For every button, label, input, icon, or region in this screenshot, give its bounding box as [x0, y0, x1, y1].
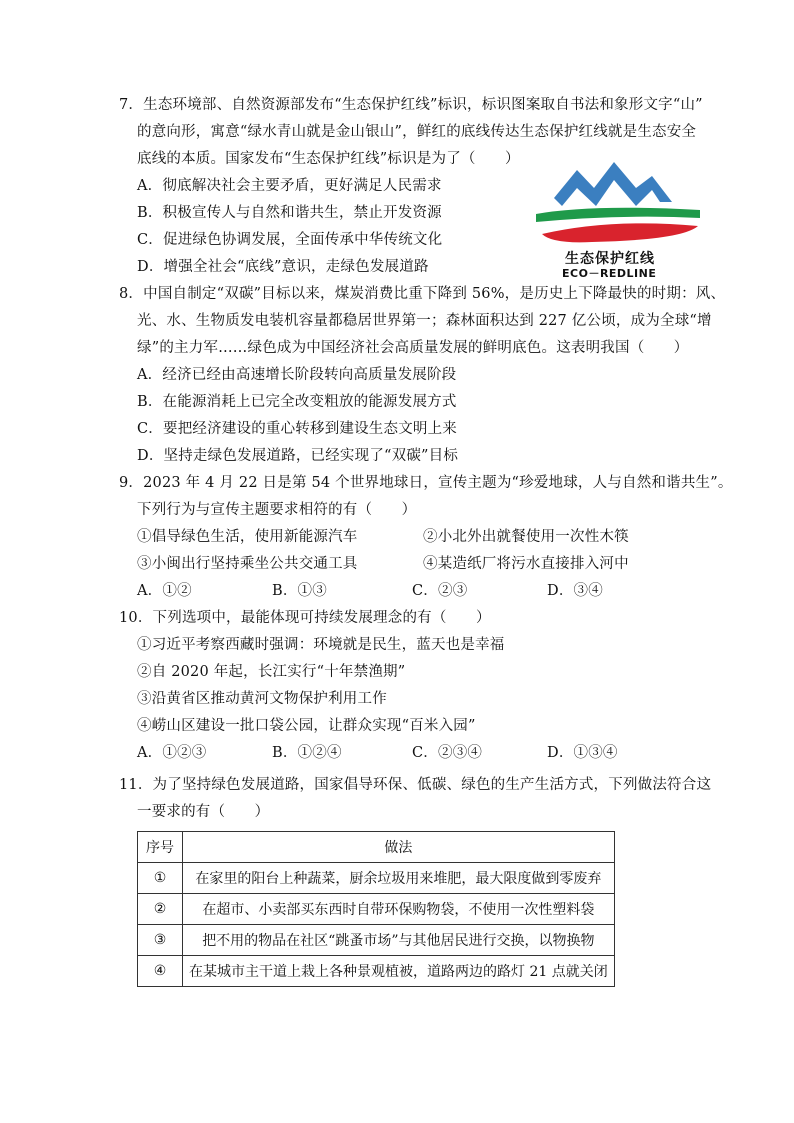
q11-line-2: 一要求的有（ ）	[137, 804, 270, 820]
q10-answer-a: A．①②③	[137, 745, 207, 761]
q7-line-1: 7．生态环境部、自然资源部发布“生态保护红线”标识，标识图案取自书法和象形文字“山”	[119, 97, 703, 113]
q8-option-a: A．经济已经由高速增长阶段转向高质量发展阶段	[137, 367, 457, 383]
q10-item-3: ③沿黄省区推动黄河文物保护利用工作	[137, 691, 387, 707]
q8-line-2: 光、水、生物质发电装机容量都稳居世界第一；森林面积达到 227 亿公顷，成为全球“增	[137, 313, 712, 329]
table-cell-practice: 在超市、小卖部买东西时自带环保购物袋，不使用一次性塑料袋	[183, 894, 615, 925]
table-row	[138, 956, 615, 987]
q10-answer-d: D．①③④	[547, 745, 618, 761]
q8-line-3: 绿”的主力军……绿色成为中国经济社会高质量发展的鲜明底色。这表明我国（ ）	[137, 340, 689, 356]
table-cell-practice: 在家里的阳台上种蔬菜，厨余垃圾用来堆肥，最大限度做到零废弃	[183, 863, 615, 894]
q9-item-2: ②小北外出就餐使用一次性木筷	[423, 529, 629, 545]
table-cell-index: ③	[138, 925, 183, 956]
q9-line-1: 9．2023 年 4 月 22 日是第 54 个世界地球日，宣传主题为“珍爱地球，人与自然和谐共生”。	[119, 475, 733, 491]
q7-line-2: 的意向形，寓意“绿水青山就是金山银山”，鲜红的底线传达生态保护红线就是生态安全	[137, 124, 697, 140]
q10-item-4: ④崂山区建设一批口袋公园，让群众实现“百米入园”	[137, 718, 476, 734]
table-cell-index: ④	[138, 956, 183, 987]
q9-item-4: ④某造纸厂将污水直接排入河中	[423, 556, 629, 572]
q10-answer-c: C．②③④	[412, 745, 483, 761]
q8-line-1: 8．中国自制定“双碳”目标以来，煤炭消费比重下降到 56%，是历史上下降最快的时期：风、	[119, 286, 726, 302]
table-header-cell: 序号	[138, 832, 183, 863]
table-row	[138, 894, 615, 925]
q10-line-1: 10．下列选项中，最能体现可持续发展理念的有（ ）	[119, 610, 491, 626]
table-header-cell: 做法	[183, 832, 615, 863]
table-cell-index: ②	[138, 894, 183, 925]
q9-answer-c: C．②③	[412, 583, 468, 599]
q11-line-1: 11．为了坚持绿色发展道路，国家倡导环保、低碳、绿色的生产生活方式，下列做法符合这	[119, 777, 712, 793]
q10-item-1: ①习近平考察西藏时强调：环境就是民生，蓝天也是幸福	[137, 637, 505, 653]
q8-option-c: C．要把经济建设的重心转移到建设生态文明上来	[137, 421, 457, 437]
practice-table	[137, 831, 615, 987]
q9-item-1: ①倡导绿色生活，使用新能源汽车	[137, 529, 358, 545]
q8-option-d: D．坚持走绿色发展道路，已经实现了“双碳”目标	[137, 448, 459, 464]
green-stroke	[536, 208, 700, 222]
q9-item-3: ③小闽出行坚持乘坐公共交通工具	[137, 556, 358, 572]
table-cell-practice: 把不用的物品在社区“跳蚤市场”与其他居民进行交换，以物换物	[183, 925, 615, 956]
q10-item-2: ②自 2020 年起，长江实行“十年禁渔期”	[137, 664, 406, 680]
q7-option-a: A．彻底解决社会主要矛盾，更好满足人民需求	[137, 178, 442, 194]
q10-answer-b: B．①②④	[272, 745, 342, 761]
q7-option-d: D．增强全社会“底线”意识，走绿色发展道路	[137, 259, 429, 275]
q9-line-2: 下列行为与宣传主题要求相符的有（ ）	[137, 502, 417, 518]
q9-answer-b: B．①③	[272, 583, 327, 599]
q8-option-b: B．在能源消耗上已完全改变粗放的能源发展方式	[137, 394, 457, 410]
table-cell-index: ①	[138, 863, 183, 894]
red-stroke	[542, 223, 698, 242]
logo-text-en: ECO－REDLINE	[562, 267, 657, 280]
q7-option-b: B．积极宣传人与自然和谐共生，禁止开发资源	[137, 205, 442, 221]
q7-option-c: C．促进绿色协调发展，全面传承中华传统文化	[137, 232, 443, 248]
q9-answer-d: D．③④	[547, 583, 603, 599]
table-row	[138, 863, 615, 894]
table-row	[138, 925, 615, 956]
mountain-icon	[554, 162, 672, 206]
table-header-row	[138, 832, 615, 863]
q7-line-3: 底线的本质。国家发布“生态保护红线”标识是为了（ ）	[137, 151, 520, 167]
table-cell-practice: 在某城市主干道上栽上各种景观植被，道路两边的路灯 21 点就关闭	[183, 956, 615, 987]
q9-answer-a: A．①②	[137, 583, 192, 599]
logo-text-cn: 生态保护红线	[565, 251, 655, 267]
